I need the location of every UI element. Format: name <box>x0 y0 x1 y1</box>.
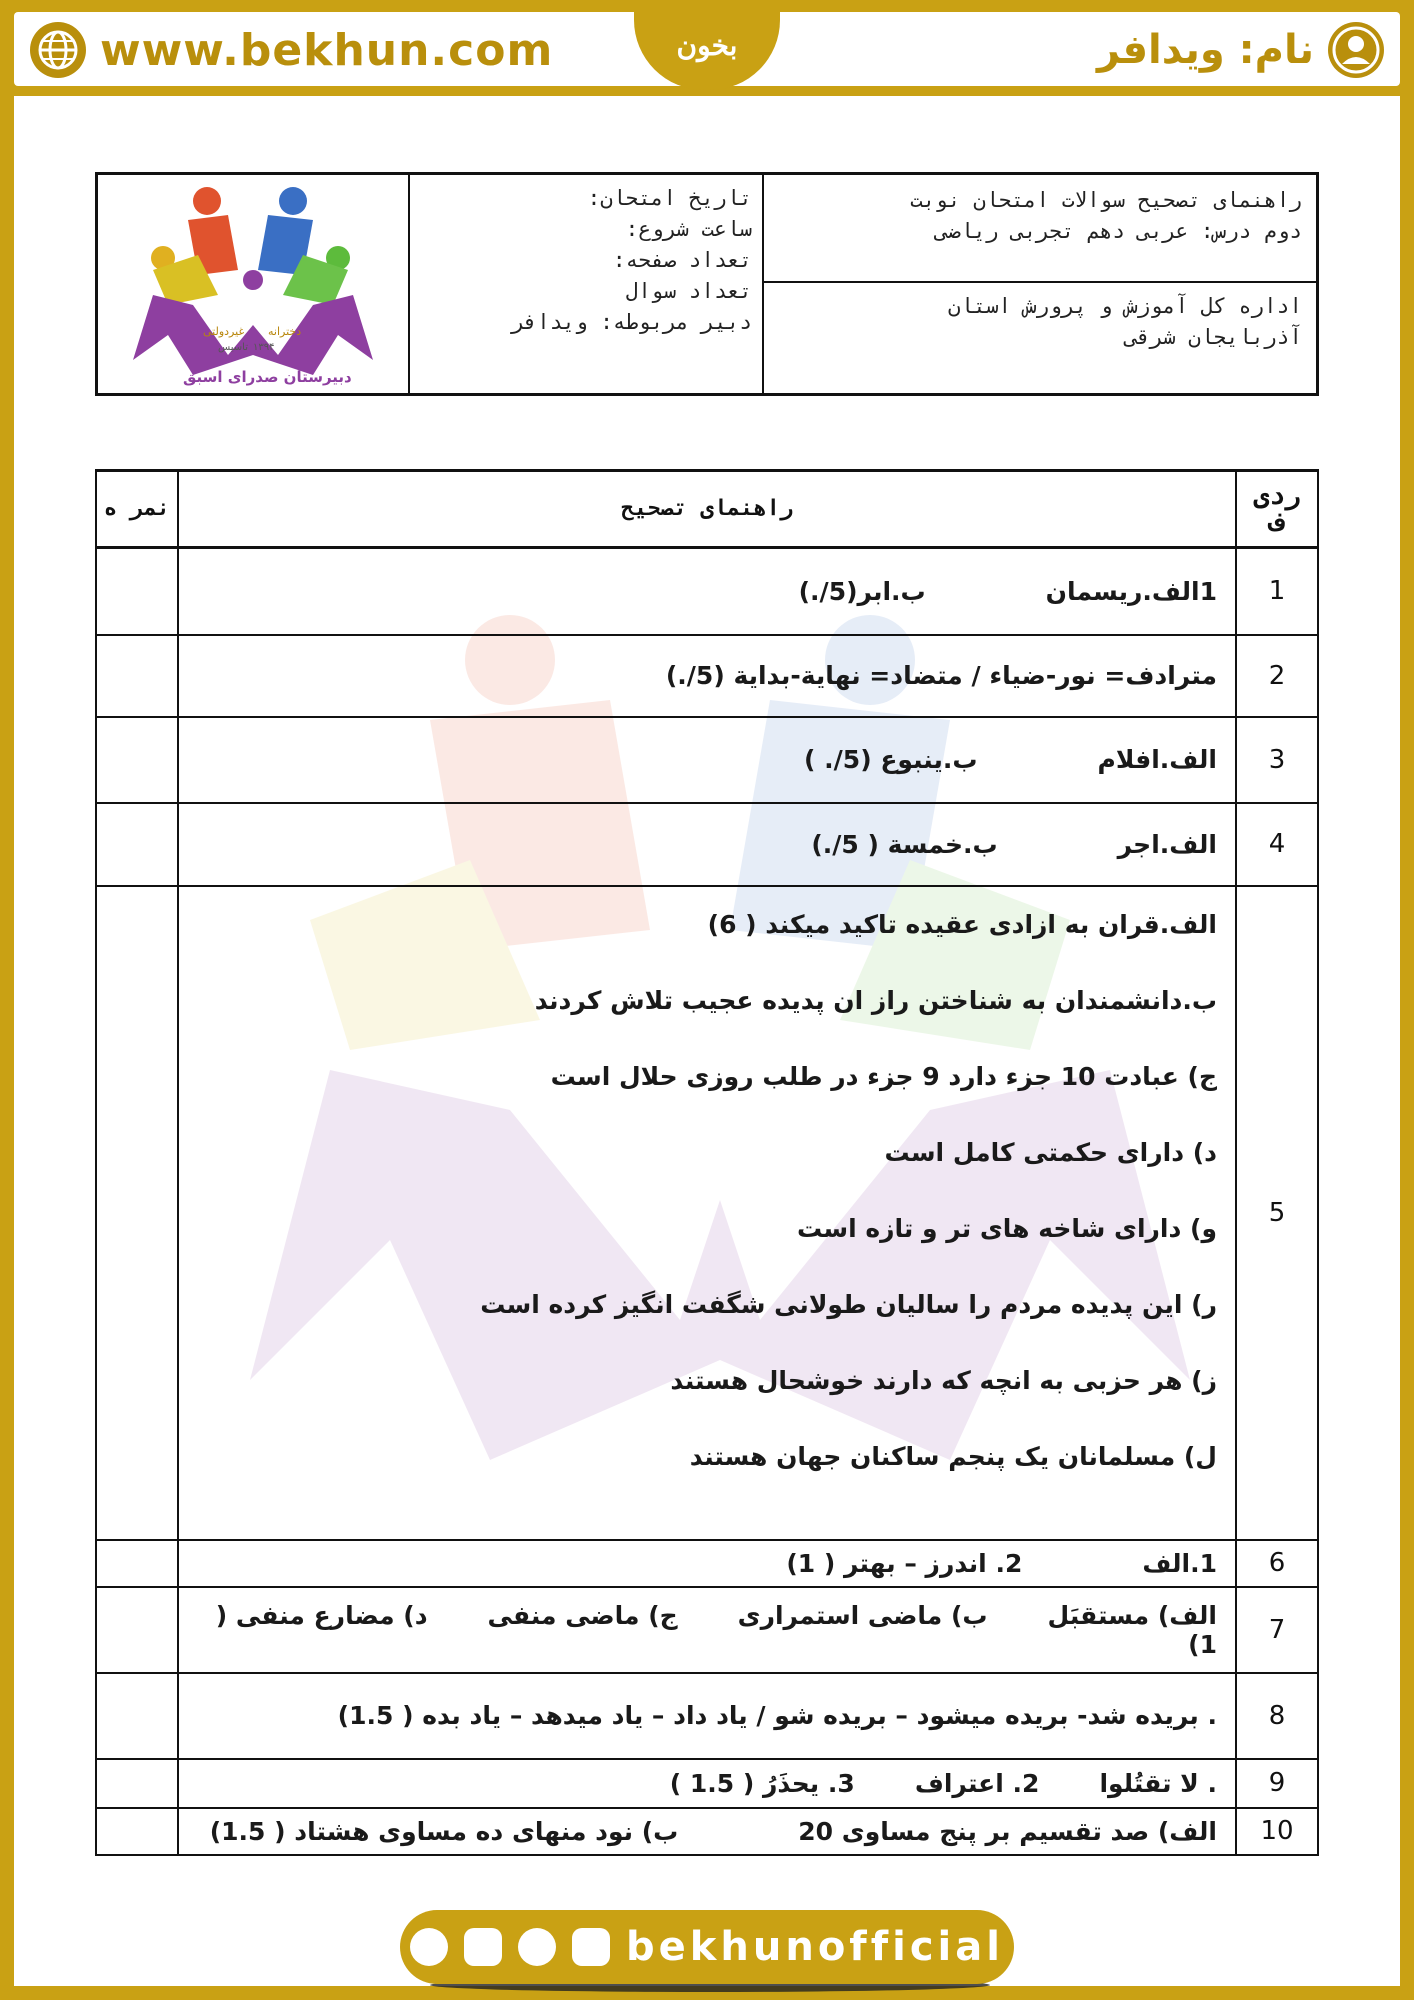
answer-5-line: ب.دانشمندان به شناختن راز ان پدیده عجیب تلاش کردند <box>534 985 1217 1015</box>
row-number: 4 <box>1236 803 1318 886</box>
answer-10a: الف) صد تقسیم بر پنج مساوی 20 <box>798 1816 1217 1846</box>
answer-8: . بریده شد- بریده میشود – بریده شو / یاد داد – یاد میدهد – یاد بده ( 1.5) <box>337 1701 1217 1730</box>
table-row <box>96 1808 1318 1855</box>
answer-3a: الف.افلام <box>1097 745 1217 774</box>
table-row <box>96 1673 1318 1759</box>
table-row <box>96 1587 1318 1673</box>
table-row <box>96 886 1318 1540</box>
row-number: 1 <box>1236 548 1318 635</box>
col-header-score: نمر ه <box>96 471 178 548</box>
org-line2: آذربایجان شرقی <box>1124 325 1302 349</box>
brand-logo-text: بخون <box>676 28 738 62</box>
row-number: 3 <box>1236 717 1318 803</box>
answer-9b: 2. اعتراف <box>914 1768 1040 1798</box>
user-icon <box>1328 22 1384 78</box>
table-row <box>96 1759 1318 1808</box>
question-count: تعداد سوال <box>625 279 752 303</box>
col-header-row: ردی ف <box>1236 471 1318 548</box>
answer-10b: ب) نود منهای ده مساوی هشتاد ( 1.5) <box>209 1816 679 1846</box>
row-number: 2 <box>1236 635 1318 717</box>
logo-tag-left: غیردولتی <box>203 325 245 338</box>
answer-5-line: الف.قران به ازادی عقیده تاکید میکند ( 6) <box>707 909 1217 939</box>
answer-table <box>95 469 1319 1856</box>
answer-1a: 1الف.ریسمان <box>1045 576 1217 606</box>
exam-header <box>95 172 1319 396</box>
answer-5-line: ز) هر حزبی به انچه که دارند خوشحال هستند <box>670 1365 1217 1395</box>
answer-5-line: ج) عبادت 10 جزء دارد 9 جزء در طلب روزی حلال است <box>550 1061 1217 1091</box>
youtube-icon[interactable] <box>464 1928 502 1966</box>
table-row <box>96 717 1318 803</box>
logo-tag-right: دخترانه <box>268 325 302 338</box>
row-number: 10 <box>1236 1808 1318 1855</box>
table-row <box>96 803 1318 886</box>
exam-date: تاریخ امتحان: <box>587 186 752 210</box>
table-row <box>96 548 1318 635</box>
answer-4b: ب.خمسة ( 5/.) <box>811 829 998 859</box>
table-header-row <box>96 471 1318 548</box>
row-number: 7 <box>1236 1587 1318 1673</box>
answer-7b: ب) ماضی استمراری <box>737 1600 988 1630</box>
exam-title-block <box>764 175 1316 393</box>
answer-7d: د) مضارع منفی ( 1) <box>215 1600 1217 1659</box>
answer-5-line: ل) مسلمانان یک پنجم ساکنان جهان هستند <box>689 1441 1217 1471</box>
answer-7a: الف) مستقبَل <box>1047 1600 1217 1630</box>
website-link[interactable] <box>30 20 553 80</box>
social-handle: bekhunofficial <box>626 1924 1004 1970</box>
exam-title-line2: دوم درس: عربی دهم تجربی ریاضی <box>935 219 1302 243</box>
answer-6a: 1.الف <box>1142 1548 1217 1578</box>
globe-icon <box>30 22 86 78</box>
student-name <box>1097 20 1384 80</box>
aparat-icon[interactable] <box>410 1928 448 1966</box>
row-number: 9 <box>1236 1759 1318 1808</box>
table-row <box>96 1540 1318 1587</box>
exam-title-line1: راهنمای تصحیح سوالات امتحان نوبت <box>910 188 1302 212</box>
col-header-guide: راهنمای تصحیح <box>178 471 1236 548</box>
name-label: نام: ویدافر <box>1096 27 1314 73</box>
telegram-icon[interactable] <box>518 1928 556 1966</box>
teacher-name: دبیر مربوطه: ویدافر <box>511 310 752 334</box>
start-time: ساعت شروع: <box>625 217 752 241</box>
logo-founded: تاسیس <box>218 342 248 353</box>
logo-school-name: دبیرستان صدرای اسبق <box>183 368 352 386</box>
answer-5-line: د) دارای حکمتی کامل است <box>884 1137 1217 1167</box>
logo-year: ۱۳۹۴ <box>253 342 275 353</box>
exam-info <box>410 175 764 393</box>
instagram-icon[interactable] <box>572 1928 610 1966</box>
answer-5-line: و) دارای شاخه های تر و تازه است <box>797 1213 1217 1243</box>
answer-7c: ج) ماضی منفی <box>487 1600 678 1630</box>
answer-6b: 2. اندرز – بهتر ( 1) <box>786 1548 1023 1578</box>
answer-2: مترادف= نور-ضیاء / متضاد= نهایة-بدایة (5/.) <box>665 661 1217 690</box>
answer-4a: الف.اجر <box>1117 829 1217 859</box>
table-row <box>96 635 1318 717</box>
answer-9a: . لا تقتُلوا <box>1099 1768 1217 1798</box>
page-count: تعداد صفحه: <box>612 248 752 272</box>
answer-9c: 3. یحذَرُ ( 1.5 ) <box>669 1768 855 1798</box>
row-number: 8 <box>1236 1673 1318 1759</box>
website-text: www.bekhun.com <box>100 24 554 76</box>
footer-social[interactable] <box>400 1910 1014 1984</box>
school-logo <box>98 175 410 393</box>
org-line1: اداره کل آموزش و پرورش استان <box>947 294 1302 318</box>
answer-5-line: ر) این پدیده مردم را سالیان طولانی شگفت انگیز کرده است <box>480 1289 1217 1319</box>
row-number: 6 <box>1236 1540 1318 1587</box>
row-number: 5 <box>1236 886 1318 1540</box>
answer-1b: ب.ابر(5/.) <box>798 576 926 606</box>
answer-3b: ب.ینبوع (5/. ) <box>804 745 978 774</box>
